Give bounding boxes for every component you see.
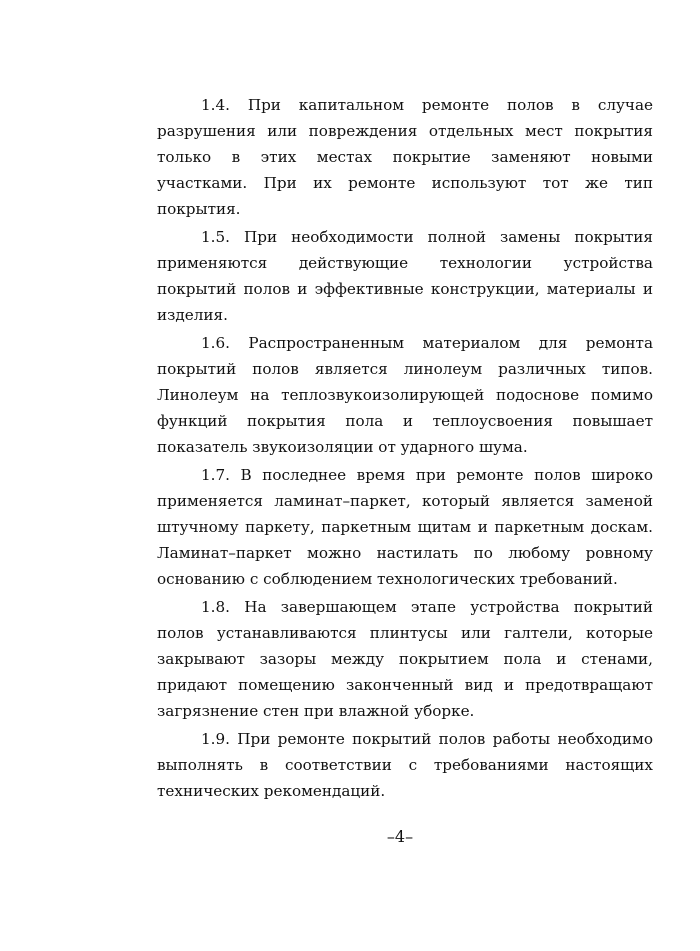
paragraph-1-6: 1.6. Распространенным материалом для ремонта покрытий полов является линолеум различных типов. Линолеум на теплозвукоизолирующей подоснове помимо функций покрытия пола и теплоусвоения повышает показатель звукоизоляции от ударного шума. xyxy=(157,334,653,456)
paragraph-1-9: 1.9. При ремонте покрытий полов работы необходимо выполнять в соответствии с требованиями настоящих технических рекомендаций. xyxy=(157,730,653,800)
page-number: –4– xyxy=(386,827,414,846)
paragraph-1-8: 1.8. На завершающем этапе устройства покрытий полов устанавливаются плинтусы или галтели, которые закрывают зазоры между покрытием пола и стенами, придают помещению законченный вид и предотвращают загрязнение стен при влажной уборке. xyxy=(157,598,653,720)
paragraph-1-5: 1.5. При необходимости полной замены покрытия применяются действующие технологии устройства покрытий полов и эффективные конструкции, материалы и изделия. xyxy=(157,228,653,324)
paragraph-1-4: 1.4. При капитальном ремонте полов в случае разрушения или повреждения отдельных мест покрытия только в этих местах покрытие заменяют новыми участками. При их ремонте используют тот же тип покрытия. xyxy=(157,96,653,218)
paragraph-1-7: 1.7. В последнее время при ремонте полов широко применяется ламинат–паркет, который является заменой штучному паркету, паркетным щитам и паркетным доскам. Ламинат–паркет можно настилать по любому ровному основанию с соблюдением технологических требований. xyxy=(157,466,653,588)
body-text xyxy=(157,92,653,806)
